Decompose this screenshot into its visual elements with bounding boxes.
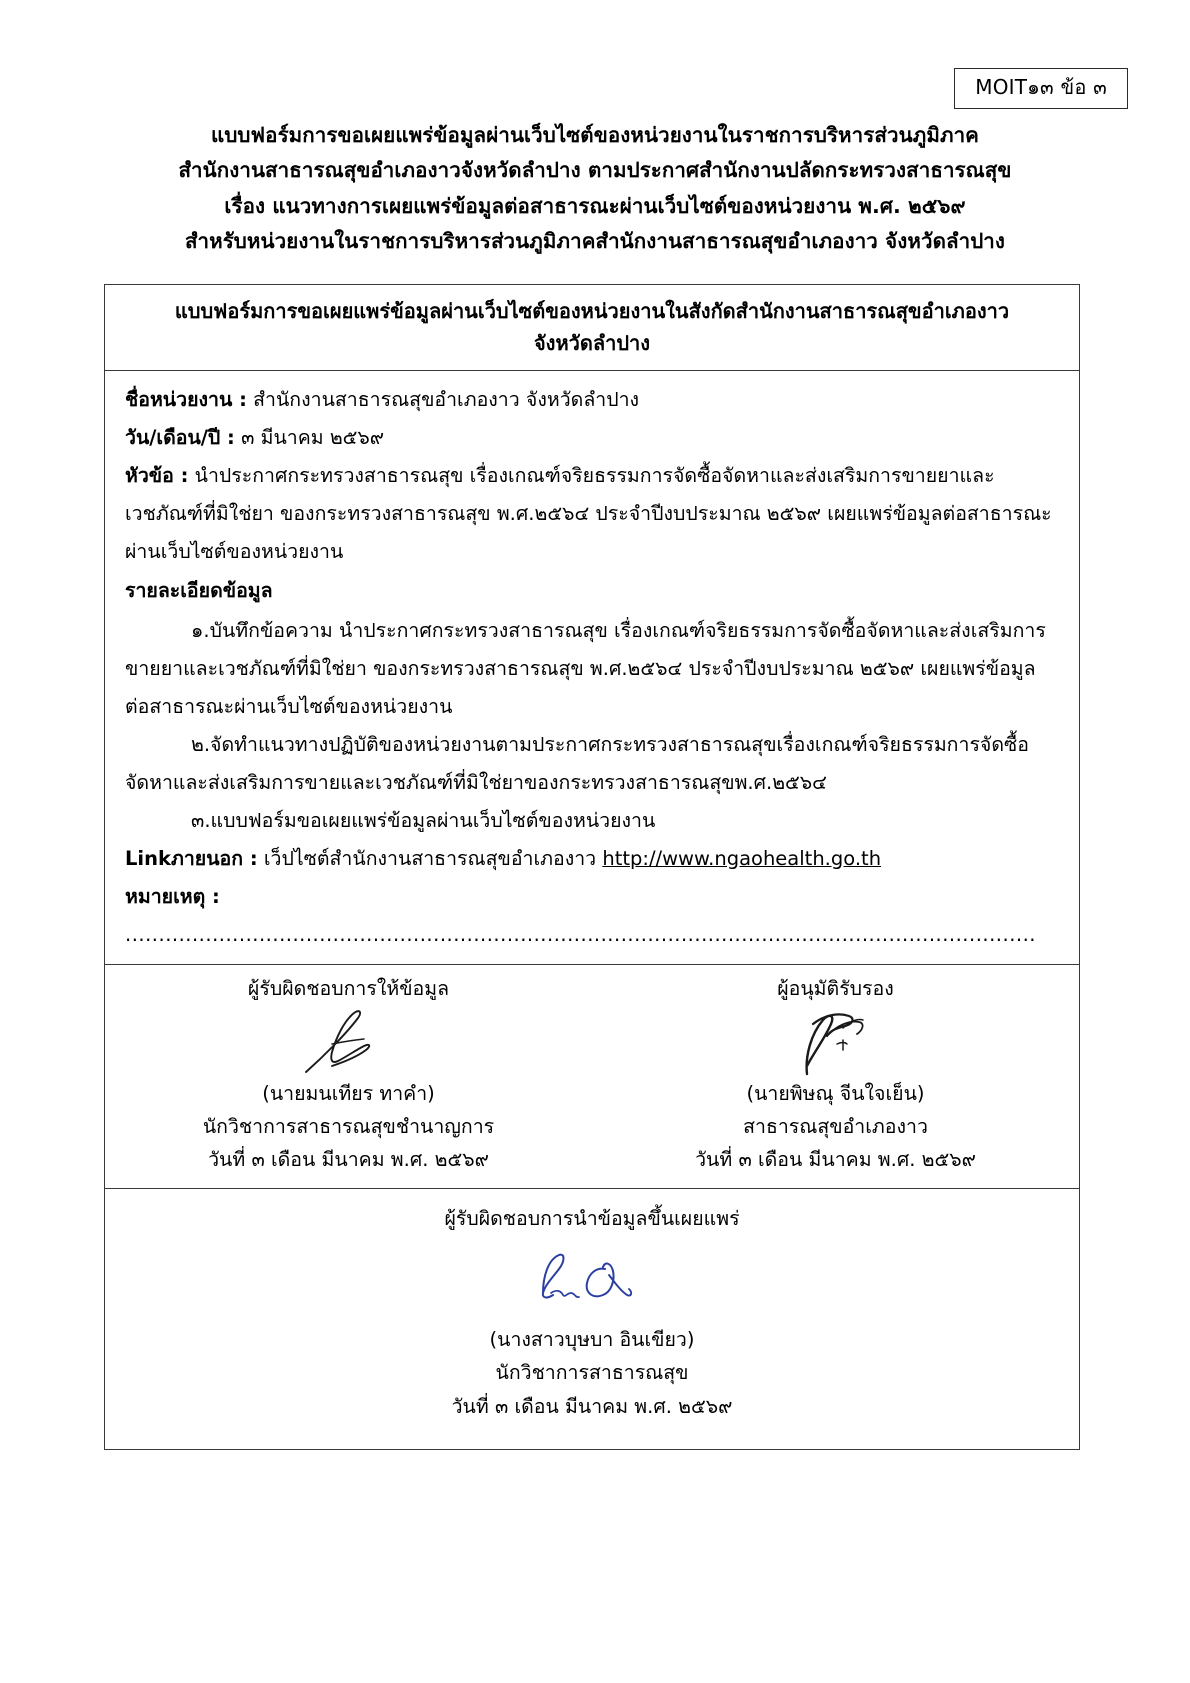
- field-note-dots: ........................................................................................................................................: [125, 922, 1036, 946]
- signature-left-role: ผู้รับผิดชอบการให้ข้อมูล: [247, 976, 450, 1000]
- publisher-block: [105, 1189, 1079, 1449]
- form-box-title-line-2: จังหวัดลำปาง: [533, 331, 651, 356]
- header-line-2: สำนักงานสาธารณสุขอำเภองาวจังหวัดลำปาง ตามประกาศสำนักงานปลัดกระทรวงสาธารณสุข: [178, 158, 1012, 183]
- field-topic-label: หัวข้อ :: [125, 463, 189, 487]
- field-link-prefix: เว็ปไซต์สำนักงานสาธารณสุขอำเภองาว: [263, 846, 597, 870]
- field-note-label: หมายเหตุ :: [125, 884, 220, 908]
- form-box-title-line-1: แบบฟอร์มการขอเผยแพร่ข้อมูลผ่านเว็บไซต์ของหน่วยงานในสังกัดสำนักงานสาธารณสุขอำเภองาว: [174, 299, 1010, 323]
- signature-left-name: (นายมนเทียร ทาคำ): [262, 1082, 435, 1106]
- field-date-label: วัน/เดือน/ปี :: [125, 425, 235, 449]
- form-box: [104, 284, 1080, 1450]
- form-box-title: [105, 285, 1079, 371]
- signature-left-position: นักวิชาการสาธารณสุขชำนาญการ: [202, 1114, 495, 1138]
- moit-stamp-label: MOIT๑๓ ข้อ ๓: [954, 68, 1128, 109]
- details-item-3: ๓.แบบฟอร์มขอเผยแพร่ข้อมูลผ่านเว็บไซต์ของหน่วยงาน: [191, 808, 656, 832]
- field-topic: [121, 457, 1063, 571]
- moit-stamp: [954, 68, 1128, 109]
- field-organization: [121, 381, 1063, 419]
- publisher-position: นักวิชาการสาธารณสุข: [495, 1361, 689, 1385]
- header-line-3: เรื่อง แนวทางการเผยแพร่ข้อมูลต่อสาธารณะผ่านเว็บไซต์ของหน่วยงาน พ.ศ. ๒๕๖๙: [224, 193, 966, 218]
- details-item-2: ๒.จัดทำแนวทางปฏิบัติของหน่วยงานตามประกาศกระทรวงสาธารณสุขเรื่องเกณฑ์จริยธรรมการจัดซื้อจัดหาและส่งเสริมการขายและเวชภัณฑ์ที่มิใช่ยาของกระทรวงสาธารณสุขพ.ศ.๒๕๖๔: [125, 732, 1029, 794]
- field-date-value: ๓ มีนาคม ๒๕๖๙: [241, 425, 385, 449]
- signature-row: [105, 965, 1079, 1189]
- details-item-1: ๑.บันทึกข้อความ นำประกาศกระทรวงสาธารณสุข เรื่องเกณฑ์จริยธรรมการจัดซื้อจัดหาและส่งเสริมการขายยาและเวชภัณฑ์ที่มิใช่ยา ของกระทรวงสาธารณสุข พ.ศ.๒๕๖๔ ประจำปีงบประมาณ ๒๕๖๙ เผยแพร่ข้อมูลต่อสาธารณะผ่านเว็บไซต์ของหน่วยงาน: [125, 618, 1046, 718]
- header-line-4: สำหรับหน่วยงานในราชการบริหารส่วนภูมิภาคสำนักงานสาธารณสุขอำเภองาว จังหวัดลำปาง: [184, 228, 1006, 253]
- signature-block-right: [592, 965, 1079, 1188]
- signature-right-image: [592, 1004, 1079, 1078]
- header-line-1: แบบฟอร์มการขอเผยแพร่ข้อมูลผ่านเว็บไซต์ของหน่วยงานในราชการบริหารส่วนภูมิภาค: [211, 123, 979, 147]
- signature-left-date: วันที่ ๓ เดือน มีนาคม พ.ศ. ๒๕๖๙: [208, 1147, 489, 1171]
- field-organization-label: ชื่อหน่วยงาน :: [125, 387, 247, 411]
- signature-block-left: [105, 965, 592, 1188]
- external-link-url[interactable]: http://www.ngaohealth.go.th: [602, 846, 882, 870]
- field-organization-value: สำนักงานสาธารณสุขอำเภองาว จังหวัดลำปาง: [253, 387, 640, 411]
- signature-right-date: วันที่ ๓ เดือน มีนาคม พ.ศ. ๒๕๖๙: [695, 1147, 976, 1171]
- signature-right-name: (นายพิษณุ จีนใจเย็น): [746, 1082, 925, 1106]
- details-label: รายละเอียดข้อมูล: [125, 578, 273, 602]
- publisher-date: วันที่ ๓ เดือน มีนาคม พ.ศ. ๒๕๖๙: [451, 1394, 733, 1418]
- field-link-label: Linkภายนอก :: [125, 846, 258, 870]
- field-external-link: [121, 840, 1063, 878]
- publisher-name: (นางสาวบุษบา อินเขียว): [489, 1327, 695, 1351]
- field-date: [121, 419, 1063, 457]
- form-body: [105, 371, 1079, 965]
- field-note: [121, 878, 1063, 954]
- publisher-signature-image: [105, 1235, 1079, 1323]
- publisher-role: ผู้รับผิดชอบการนำข้อมูลขึ้นเผยแพร่: [444, 1207, 740, 1231]
- document-header: [0, 0, 1190, 259]
- signature-left-image: [105, 1004, 592, 1078]
- signature-right-role: ผู้อนุมัติรับรอง: [777, 976, 894, 1000]
- signature-right-position: สาธารณสุขอำเภองาว: [743, 1114, 928, 1138]
- field-topic-value: นำประกาศกระทรวงสาธารณสุข เรื่องเกณฑ์จริยธรรมการจัดซื้อจัดหาและส่งเสริมการขายยาและเวชภัณฑ์ที่มิใช่ยา ของกระทรวงสาธารณสุข พ.ศ.๒๕๖๔ ประจำปีงบประมาณ ๒๕๖๙ เผยแพร่ข้อมูลต่อสาธารณะผ่านเว็บไซต์ของหน่วยงาน: [125, 463, 1052, 563]
